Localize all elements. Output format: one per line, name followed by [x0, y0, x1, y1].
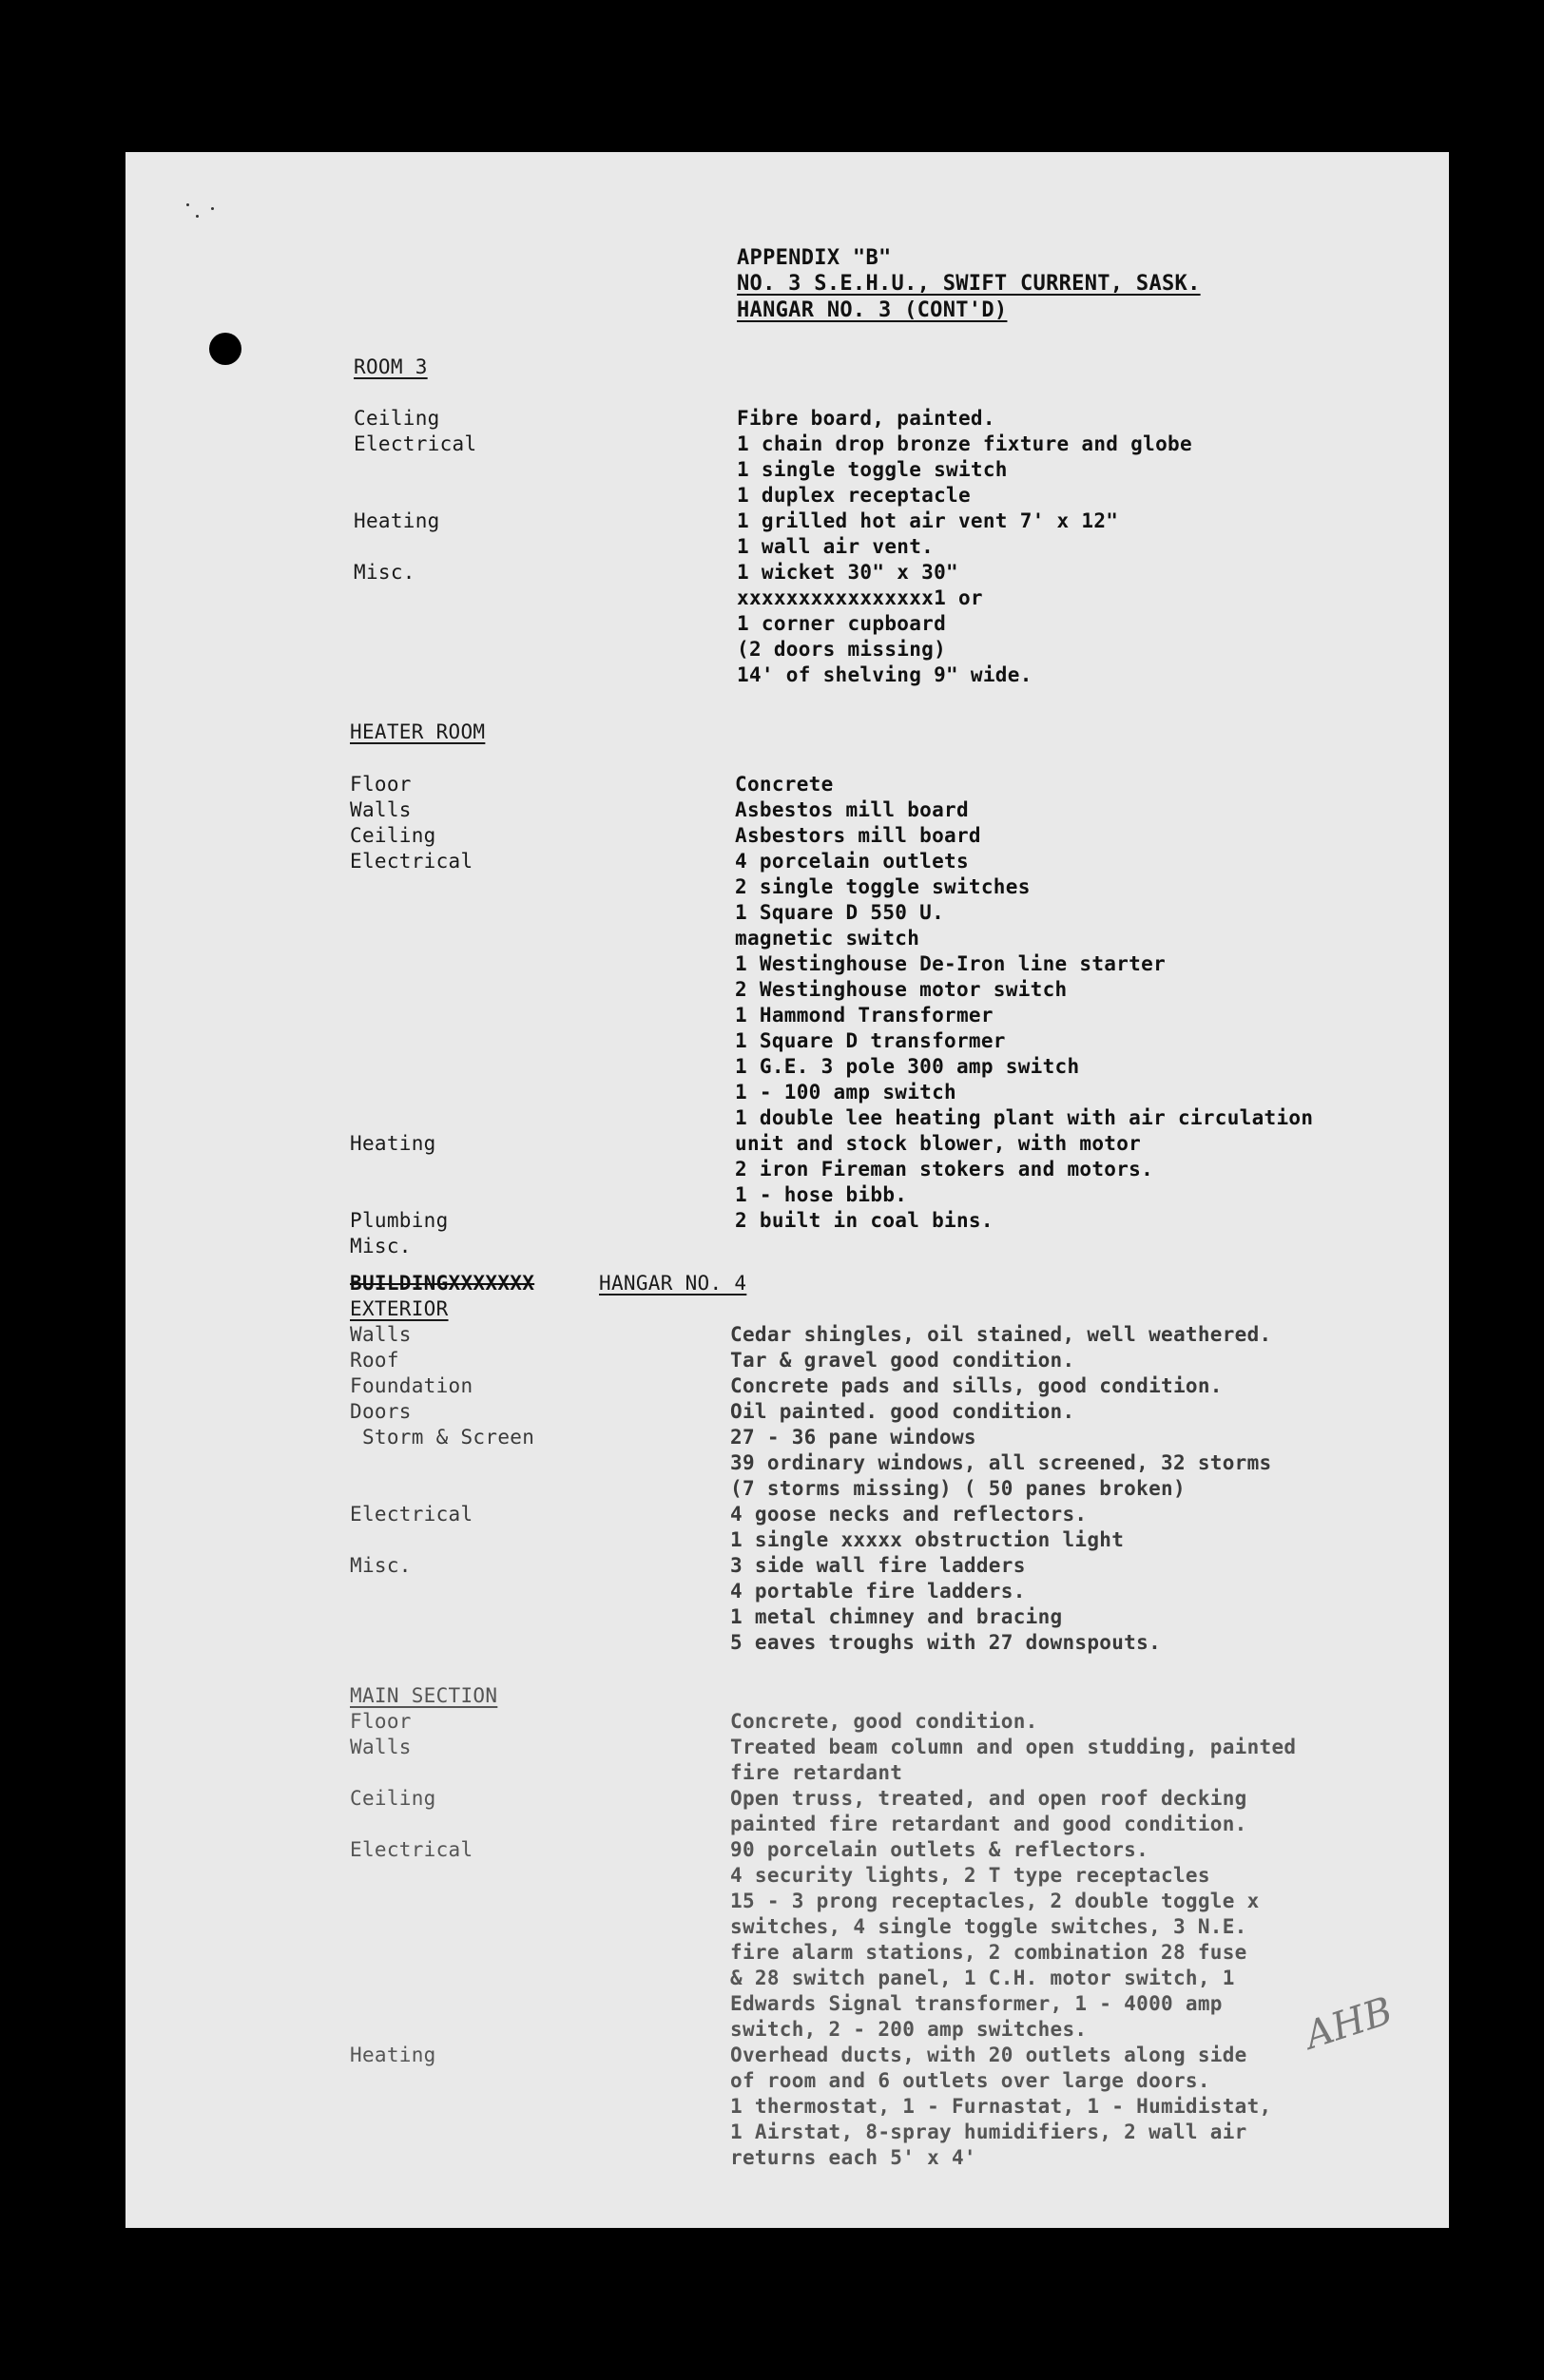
handwritten-initials: AHB [1300, 1988, 1398, 2059]
hangar4-heading: HANGAR NO. 4 [599, 1272, 747, 1295]
paper-specks [186, 203, 215, 222]
room3-labels: Ceiling Electrical Heating Misc. [354, 407, 477, 584]
heater-room-values: Concrete Asbestos mill board Asbestors mill board 4 porcelain outlets 2 single toggle switches 1 Square D 550 U. magnetic switch 1 Westinghouse De-Iron line starter 2 Westinghouse motor switch 1 Hammond Transformer 1 Square D transformer 1 G.E. 3 pole 300 amp switch 1 - 100 amp switch 1 double lee heating plant with air circulation unit and stock blower, with motor 2 iron Fireman stokers and motors. 1 - hose bibb. 2 built in coal bins. [735, 773, 1314, 1232]
exterior-heading: EXTERIOR [350, 1297, 449, 1320]
exterior-labels: Walls Roof Foundation Doors Storm & Screen Electrical Misc. [350, 1323, 535, 1577]
appendix-title: APPENDIX "B" [737, 246, 892, 270]
unit-location-line: NO. 3 S.E.H.U., SWIFT CURRENT, SASK. [737, 272, 1201, 296]
room3-values: Fibre board, painted. 1 chain drop bronze fixture and globe 1 single toggle switch 1 duplex receptacle 1 grilled hot air vent 7' x 12" 1 wall air vent. 1 wicket 30" x 30" xxxxxxxxxxxxxxxx1 or 1 corner cupboard (2 doors missing) 14' of shelving 9" wide. [737, 407, 1192, 686]
main-section-labels: Floor Walls Ceiling Electrical Heating [350, 1710, 473, 2066]
room3-heading: ROOM 3 [354, 355, 428, 378]
hangar-continued-line: HANGAR NO. 3 (CONT'D) [737, 298, 1008, 322]
exterior-values: Cedar shingles, oil stained, well weathered. Tar & gravel good condition. Concrete pads and sills, good condition. Oil painted. good condition. 27 - 36 pane windows 39 ordinary windows, all screened, 32 storms (7 storms missing) ( 50 panes broken) 4 goose necks and reflectors. 1 single xxxxx obstruction light 3 side wall fire ladders 4 portable fire ladders. 1 metal chimney and bracing 5 eaves troughs with 27 downspouts. [730, 1323, 1272, 1654]
struck-heading: BUILDINGXXXXXXX [350, 1272, 535, 1295]
punch-hole [209, 333, 241, 365]
main-section-heading: MAIN SECTION [350, 1684, 498, 1707]
heater-room-labels: Floor Walls Ceiling Electrical Heating Plumbing Misc. [350, 773, 473, 1257]
heater-room-heading: HEATER ROOM [350, 720, 486, 743]
main-section-values: Concrete, good condition. Treated beam column and open studding, painted fire retardant Open truss, treated, and open roof decking painted fire retardant and good condition. 90 porcelain outlets & reflectors. 4 security lights, 2 T type receptacles 15 - 3 prong receptacles, 2 double toggle x switches, 4 single toggle switches, 3 N.E. fire alarm stations, 2 combination 28 fuse & 28 switch panel, 1 C.H. motor switch, 1 Edwards Signal transformer, 1 - 4000 amp switch, 2 - 200 amp switches. Overhead ducts, with 20 outlets along side of room and 6 outlets over large doors. 1 thermostat, 1 - Furnastat, 1 - Humidistat, 1 Airstat, 8-spray humidifiers, 2 wall air returns each 5' x 4' [730, 1710, 1297, 2169]
